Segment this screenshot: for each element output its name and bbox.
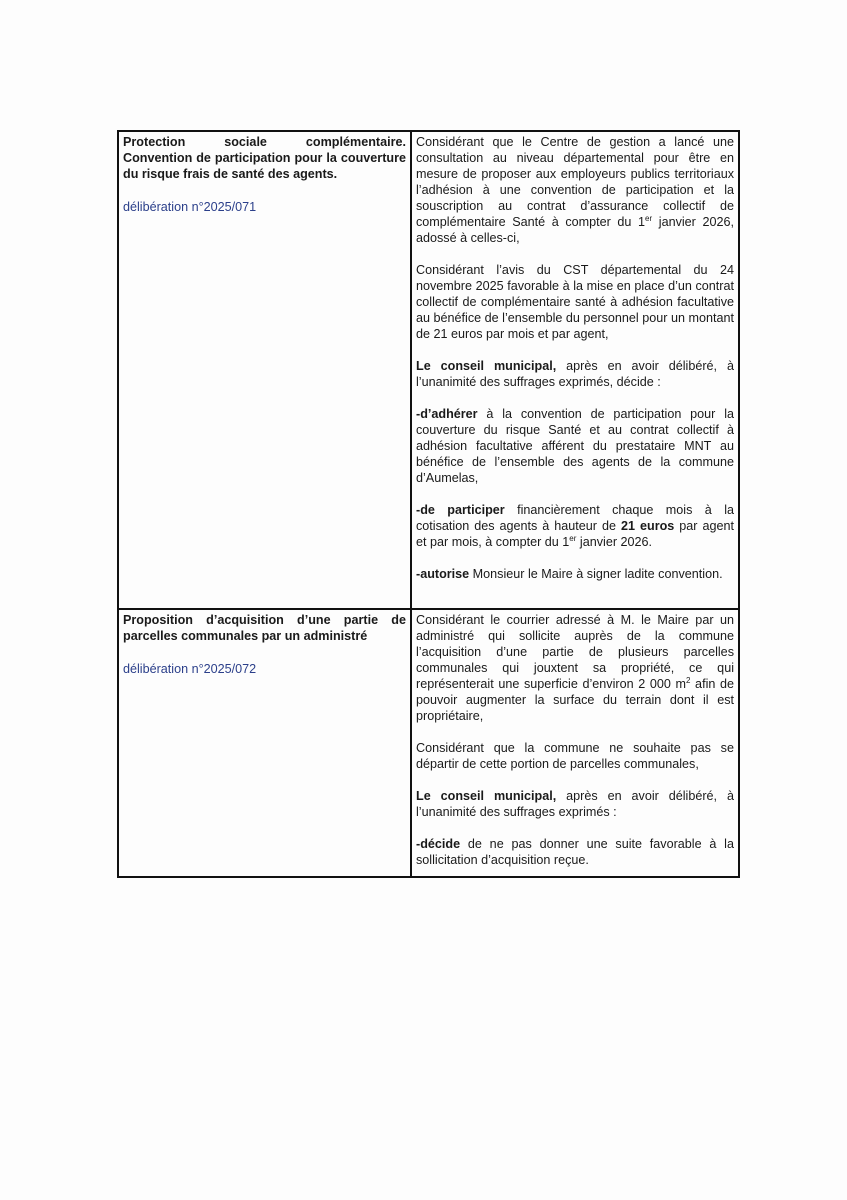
deliberations-table	[117, 130, 740, 878]
decision-paragraph: -de participer financièrement chaque mois à la cotisation des agents à hauteur de 21 euros par agent et par mois, à compter du 1er janvier 2026.	[416, 503, 735, 549]
deliberation-reference: délibération n°2025/072	[123, 662, 257, 676]
considerant-paragraph: Considérant l’avis du CST départemental du 24 novembre 2025 favorable à la mise en place d’un contrat collectif de complémentaire santé à adhésion facultative au bénéfice de l’ensemble du personnel pour un montant de 21 euros par mois et par agent,	[416, 263, 734, 341]
subject-title: Protection sociale complémentaire. Convention de participation pour la couverture du risque frais de santé des agents.	[123, 135, 406, 181]
decision-cell	[411, 131, 739, 609]
subject-title: Proposition d’acquisition d’une partie de parcelles communales par un administré	[123, 613, 406, 643]
decision-paragraph: -autorise Monsieur le Maire à signer ladite convention.	[416, 567, 723, 581]
considerant-paragraph: Considérant que la commune ne souhaite pas se départir de cette portion de parcelles communales,	[416, 741, 734, 771]
subject-cell	[118, 131, 411, 609]
table-row	[118, 131, 739, 609]
considerant-paragraph: Considérant que le Centre de gestion a lancé une consultation au niveau départemental pour être en mesure de proposer aux employeurs publics territoriaux l’adhésion à une convention de participation et la souscription au contrat d’assurance collectif de complémentaire Santé à compter du 1er janvier 2026, adossé à celles-ci,	[416, 135, 734, 245]
decision-cell	[411, 609, 739, 877]
subject-cell	[118, 609, 411, 877]
decision-paragraph: -décide de ne pas donner une suite favorable à la sollicitation d’acquisition reçue.	[416, 837, 734, 867]
deliberation-reference: délibération n°2025/071	[123, 200, 257, 214]
council-paragraph: Le conseil municipal, après en avoir délibéré, à l’unanimité des suffrages exprimés, décide :	[416, 359, 734, 389]
considerant-paragraph: Considérant le courrier adressé à M. le Maire par un administré qui sollicite auprès de la commune l’acquisition d’une partie de plusieurs parcelles communales qui jouxtent sa propriété, ce qui représenterait une superficie d’environ 2 000 $m^2$ afin de pouvoir augmenter la surface du terrain dont il est propriétaire,	[416, 613, 734, 723]
decision-paragraph: -d’adhérer à la convention de participation pour la couverture du risque Santé et au contrat collectif à adhésion facultative afférent du prestataire MNT au bénéfice de l’ensemble des agents de la commune d’Aumelas,	[416, 407, 734, 485]
table-row	[118, 609, 739, 877]
council-paragraph: Le conseil municipal, après en avoir délibéré, à l’unanimité des suffrages exprimés :	[416, 789, 734, 819]
